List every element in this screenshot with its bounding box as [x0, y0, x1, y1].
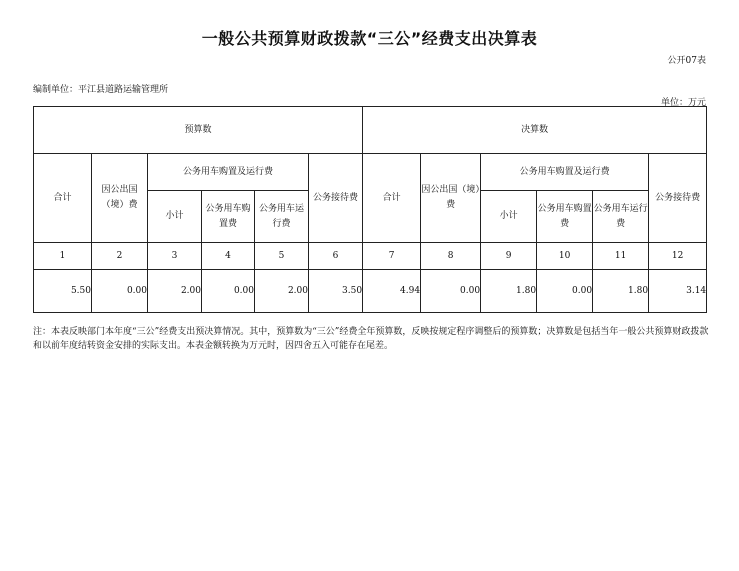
value-cell: 5.50 — [34, 270, 92, 313]
header-vehicle-operation: 公务用车运行费 — [593, 191, 649, 243]
index-cell: 10 — [537, 243, 593, 270]
value-cell: 0.00 — [202, 270, 255, 313]
footnote: 注：本表反映部门本年度“三公”经费支出预决算情况。其中，预算数为“三公”经费全年预算数，反映按规定程序调整后的预算数；决算数是包括当年一般公共预算财政拨款和以前年度结转资金安排的实际支出。本表金额转换为万元时，因四舍五入可能存在尾差。 — [33, 327, 709, 351]
expense-table — [33, 106, 707, 313]
header-vehicle-purchase: 公务用车购置费 — [537, 191, 593, 243]
index-cell: 11 — [593, 243, 649, 270]
value-cell: 3.50 — [309, 270, 363, 313]
header-subtotal: 小计 — [148, 191, 202, 243]
org-unit: 编制单位：平江县道路运输管理所 — [33, 85, 169, 95]
header-vehicle-group: 公务用车购置及运行费 — [148, 154, 309, 191]
index-cell: 6 — [309, 243, 363, 270]
money-unit: 单位：万元 — [660, 98, 706, 108]
header-total: 合计 — [34, 154, 92, 243]
form-number: 公开07表 — [667, 56, 706, 66]
header-subtotal: 小计 — [481, 191, 537, 243]
header-vehicle-purchase: 公务用车购置费 — [202, 191, 255, 243]
index-cell: 7 — [363, 243, 421, 270]
index-cell: 2 — [92, 243, 148, 270]
final-header: 决算数 — [363, 107, 707, 154]
header-abroad: 因公出国（境）费 — [92, 154, 148, 243]
index-cell: 5 — [255, 243, 309, 270]
index-cell: 3 — [148, 243, 202, 270]
value-cell: 1.80 — [593, 270, 649, 313]
index-cell: 12 — [649, 243, 707, 270]
index-cell: 9 — [481, 243, 537, 270]
value-cell: 2.00 — [255, 270, 309, 313]
index-cell: 1 — [34, 243, 92, 270]
value-cell: 4.94 — [363, 270, 421, 313]
header-total: 合计 — [363, 154, 421, 243]
header-reception: 公务接待费 — [309, 154, 363, 243]
index-cell: 8 — [421, 243, 481, 270]
header-abroad: 因公出国（境）费 — [421, 154, 481, 243]
header-vehicle-operation: 公务用车运行费 — [255, 191, 309, 243]
value-cell: 0.00 — [537, 270, 593, 313]
value-cell: 0.00 — [92, 270, 148, 313]
value-cell: 0.00 — [421, 270, 481, 313]
index-cell: 4 — [202, 243, 255, 270]
header-vehicle-group: 公务用车购置及运行费 — [481, 154, 649, 191]
value-cell: 1.80 — [481, 270, 537, 313]
header-reception: 公务接待费 — [649, 154, 707, 243]
page-title: 一般公共预算财政拨款“三公”经费支出决算表 — [201, 29, 538, 48]
value-cell: 3.14 — [649, 270, 707, 313]
budget-header: 预算数 — [34, 107, 363, 154]
value-cell: 2.00 — [148, 270, 202, 313]
